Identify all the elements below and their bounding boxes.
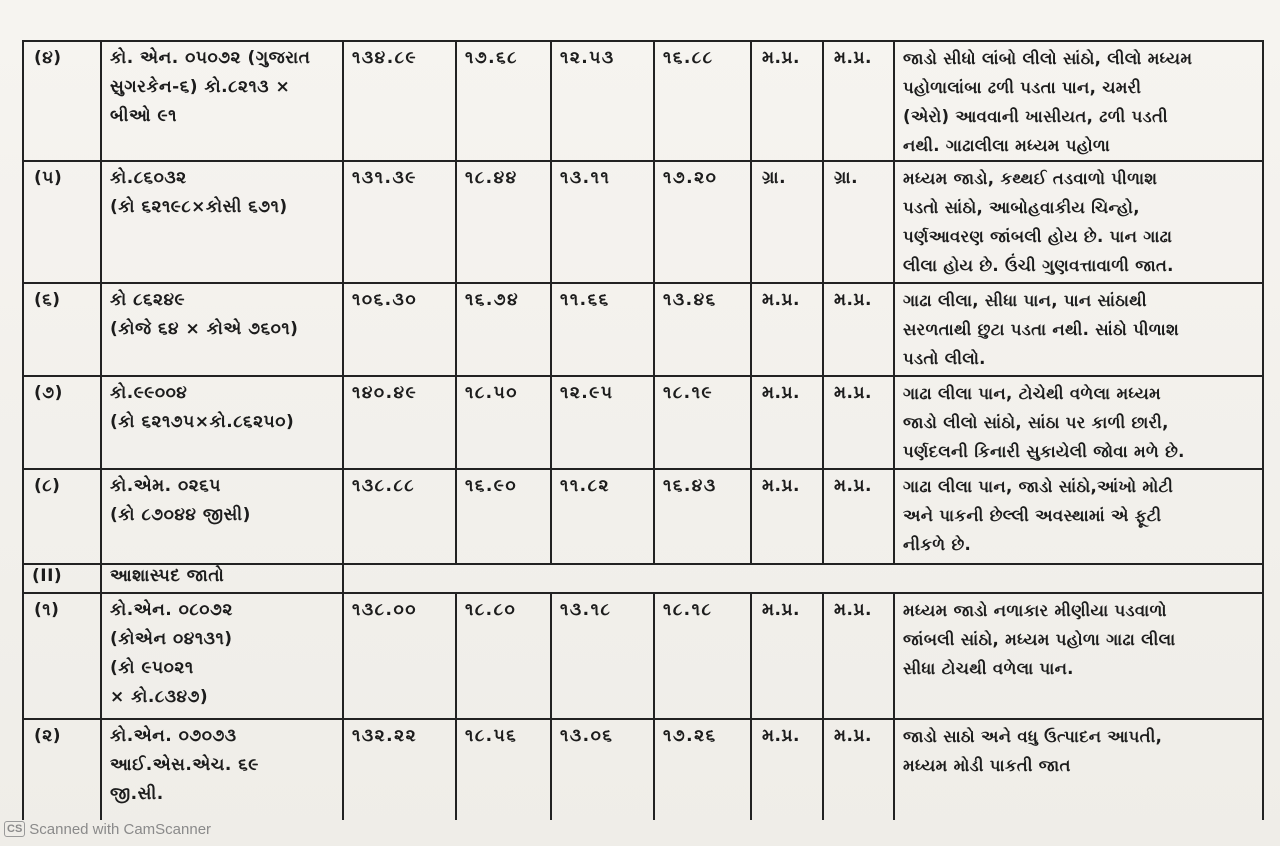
yield-value: ૧૨.૯૫ — [560, 383, 614, 403]
variety-name-line: કો.૯૯૦૦૪ — [110, 383, 188, 403]
characteristics-line: જાડો સીધો લાંબો લીલો સાંઠો, લીલો મધ્યમ — [903, 49, 1193, 68]
yield-value: ૧૨.૫૩ — [560, 48, 615, 68]
table-rule — [455, 592, 457, 820]
row-number: (૫) — [34, 168, 63, 188]
characteristics-line: મધ્યમ જાડો નળાકાર મીણીયા પડવાળો — [903, 601, 1167, 620]
variety-name-line: (કોજે ૬૪ × કોએ ૭૬૦૧) — [110, 319, 299, 339]
table-rule — [822, 40, 824, 563]
row-number: (૮) — [34, 476, 61, 496]
table-rule — [653, 40, 655, 563]
table-rule — [22, 282, 1262, 284]
table-rule — [22, 375, 1262, 377]
characteristics-line: પર્ણઆવરણ જાંબલી હોય છે. પાન ગાઢા — [903, 227, 1173, 246]
table-rule — [1262, 40, 1264, 820]
maturity-value: ગ્રા. — [762, 168, 787, 188]
yield-value: ૧૭.૨૦ — [663, 168, 718, 188]
table-rule — [455, 40, 457, 563]
yield-value: ૧૮.૫૦ — [465, 383, 519, 403]
table-rule — [22, 40, 1262, 42]
characteristics-line: નીકળે છે. — [903, 535, 972, 554]
yield-value: ૧૬.૪૩ — [663, 476, 717, 496]
maturity-value: મ.પ્ર. — [834, 290, 872, 310]
characteristics-line: અને પાકની છેલ્લી અવસ્થામાં એ ફૂટી — [903, 506, 1162, 525]
table-rule — [22, 40, 24, 820]
characteristics-line: (એરો) આવવાની ખાસીયત, ઢળી પડતી — [903, 107, 1168, 126]
characteristics-line: લીલા હોય છે. ઉંચી ગુણવત્તાવાળી જાત. — [903, 256, 1174, 275]
characteristics-line: જાંબલી સાંઠો, મધ્યમ પહોળા ગાઢા લીલા — [903, 630, 1176, 649]
yield-value: ૧૬.૯૦ — [465, 476, 518, 496]
maturity-value: મ.પ્ર. — [834, 726, 872, 746]
variety-name-line: કો.૮૬૦૩૨ — [110, 168, 187, 188]
variety-name-line: સુગરકેન-૬) કો.૮૨૧૩ × — [110, 77, 291, 97]
maturity-value: મ.પ્ર. — [834, 48, 872, 68]
variety-name-line: આઈ.એસ.એચ. ૬૯ — [110, 755, 259, 775]
characteristics-line: જાડો સાઠો અને વધુ ઉત્પાદન આપતી, — [903, 727, 1163, 746]
row-number: (૪) — [34, 48, 62, 68]
scanner-watermark — [4, 818, 211, 840]
characteristics-line: ગાઢા લીલા પાન, ટોચેથી વળેલા મધ્યમ — [903, 384, 1161, 403]
characteristics-line: મધ્યમ જાડો, કથ્થઈ તડવાળો પીળાશ — [903, 169, 1158, 188]
section-label: (II) — [32, 566, 63, 586]
table-rule — [750, 40, 752, 563]
row-number: (૬) — [34, 290, 61, 310]
yield-value: ૧૩.૧૮ — [560, 600, 612, 620]
characteristics-line: સીધા ટોચથી વળેલા પાન. — [903, 659, 1074, 678]
characteristics-line: મધ્યમ મોડી પાકતી જાત — [903, 756, 1071, 775]
maturity-value: મ.પ્ર. — [762, 600, 800, 620]
characteristics-line: સરળતાથી છુટા પડતા નથી. સાંઠો પીળાશ — [903, 320, 1180, 339]
maturity-value: મ.પ્ર. — [762, 726, 800, 746]
table-rule — [22, 160, 1262, 162]
row-number: (૨) — [34, 726, 62, 746]
variety-name-line: (કો ૬૨૧૭૫×કો.૮૬૨૫૦) — [110, 412, 295, 432]
variety-name-line: કો.એન. ૦૮૦૭૨ — [110, 600, 233, 620]
yield-value: ૧૬.૭૪ — [465, 290, 520, 310]
variety-name-line: (કો ૬૨૧૯૮×કોસી ૬૭૧) — [110, 197, 288, 217]
table-rule — [550, 592, 552, 820]
yield-value: ૧૭.૬૮ — [465, 48, 518, 68]
yield-value: ૧૮.૫૬ — [465, 726, 518, 746]
yield-value: ૧૭.૨૬ — [663, 726, 717, 746]
characteristics-line: ગાઢા લીલા, સીધા પાન, પાન સાંઠાથી — [903, 291, 1147, 310]
characteristics-line: જાડો લીલો સાંઠો, સાંઠા પર કાળી છારી, — [903, 413, 1169, 432]
yield-value: ૧૬.૮૮ — [663, 48, 714, 68]
yield-value: ૧૩૮.૮૮ — [352, 476, 416, 496]
section-title: આશાસ્પદ જાતો — [110, 566, 225, 586]
yield-value: ૧૩૪.૮૯ — [352, 48, 418, 68]
table-rule — [342, 40, 344, 820]
variety-name-line: (કો ૯૫૦૨૧ — [110, 658, 194, 678]
maturity-value: મ.પ્ર. — [762, 48, 800, 68]
table-rule — [653, 592, 655, 820]
maturity-value: મ.પ્ર. — [834, 476, 872, 496]
maturity-value: મ.પ્ર. — [762, 476, 800, 496]
table-rule — [550, 40, 552, 563]
characteristics-line: પડતો લીલો. — [903, 349, 986, 368]
characteristics-line: પહોળાલાંબા ઢળી પડતા પાન, ચમરી — [903, 78, 1142, 97]
variety-name-line: × કો.૮૩૪૭) — [110, 687, 209, 707]
characteristics-line: નથી. ગાઢાલીલા મધ્યમ પહોળા — [903, 136, 1111, 155]
maturity-value: ગ્રા. — [834, 168, 859, 188]
maturity-value: મ.પ્ર. — [834, 383, 872, 403]
camscanner-logo-icon: CS — [4, 821, 25, 837]
maturity-value: મ.પ્ર. — [762, 290, 800, 310]
yield-value: ૧૦૬.૩૦ — [352, 290, 418, 310]
table-rule — [22, 592, 1262, 594]
variety-name-line: કો ૮૬૨૪૯ — [110, 290, 186, 310]
characteristics-line: પડતો સાંઠો, આબોહવાકીય ચિન્હો, — [903, 198, 1140, 217]
yield-value: ૧૪૦.૪૯ — [352, 383, 418, 403]
yield-value: ૧૩૧.૩૯ — [352, 168, 417, 188]
maturity-value: મ.પ્ર. — [762, 383, 800, 403]
row-number: (૧) — [34, 600, 60, 620]
row-number: (૭) — [34, 383, 63, 403]
characteristics-line: ગાઢા લીલા પાન, જાડો સાંઠો,આંખો મોટી — [903, 477, 1174, 496]
table-rule — [22, 718, 1262, 720]
yield-value: ૧૮.૧૮ — [663, 600, 713, 620]
watermark-text: Scanned with CamScanner — [29, 820, 212, 838]
table-rule — [22, 468, 1262, 470]
yield-value: ૧૩૨.૨૨ — [352, 726, 418, 746]
yield-value: ૧૧.૬૬ — [560, 290, 610, 310]
variety-name-line: કો.એમ. ૦૨૬૫ — [110, 476, 221, 496]
variety-name-line: (કોએન ૦૪૧૩૧) — [110, 629, 233, 649]
table-rule — [893, 40, 895, 563]
yield-value: ૧૩.૦૬ — [560, 726, 614, 746]
yield-value: ૧૩.૪૬ — [663, 290, 717, 310]
variety-name-line: કો.એન. ૦૭૦૭૩ — [110, 726, 237, 746]
table-rule — [893, 592, 895, 820]
yield-value: ૧૮.૪૪ — [465, 168, 518, 188]
variety-name-line: કો. એન. ૦૫૦૭૨ (ગુજરાત — [110, 48, 311, 68]
variety-name-line: (કો ૮૭૦૪૪ જીસી) — [110, 505, 251, 525]
yield-value: ૧૧.૮૨ — [560, 476, 610, 496]
yield-value: ૧૮.૧૯ — [663, 383, 714, 403]
characteristics-line: પર્ણદલની કિનારી સુકાયેલી જોવા મળે છે. — [903, 442, 1185, 461]
table-rule — [750, 592, 752, 820]
variety-name-line: બીઓ ૯૧ — [110, 106, 177, 126]
maturity-value: મ.પ્ર. — [834, 600, 872, 620]
yield-value: ૧૮.૮૦ — [465, 600, 517, 620]
table-rule — [100, 40, 102, 820]
variety-name-line: જી.સી. — [110, 784, 164, 804]
yield-value: ૧૩.૧૧ — [560, 168, 611, 188]
table-rule — [822, 592, 824, 820]
yield-value: ૧૩૮.૦૦ — [352, 600, 417, 620]
